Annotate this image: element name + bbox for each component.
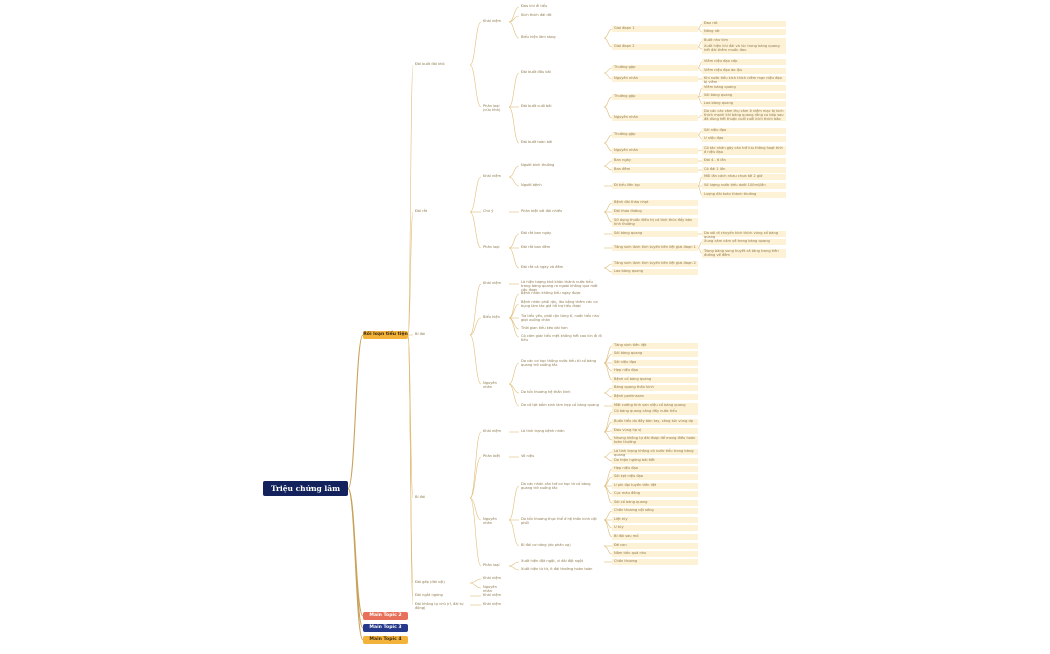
topic-node[interactable]: Phân loại (cứu tỉnh)	[483, 104, 501, 113]
topic-node[interactable]: Nguyên nhân	[612, 115, 698, 121]
topic-node[interactable]: Đái buốt toàn bãi	[521, 140, 553, 144]
topic-node[interactable]: Lao bàng quang	[612, 269, 698, 275]
topic-node[interactable]: Bệnh cổ bàng quang	[612, 377, 698, 383]
connector	[470, 432, 481, 498]
topic-node[interactable]: Sỏi bàng quang	[612, 231, 698, 237]
connector	[470, 583, 481, 588]
topic-node[interactable]: Sỏi bàng quang	[702, 93, 786, 99]
connector	[604, 452, 612, 457]
topic-node[interactable]: Đau khi đi tiểu	[521, 4, 548, 8]
connector	[604, 412, 612, 432]
topic-node[interactable]: Tăng sinh lành tính tuyến tiền liệt giai đoạn 2	[612, 261, 698, 267]
topic-node[interactable]: Tăng sinh tiền liệt	[612, 343, 698, 349]
topic-node[interactable]: Lượng đái toàn thành thường	[702, 192, 786, 198]
connector	[408, 65, 413, 335]
topic-node[interactable]: Nóng rát	[702, 29, 786, 35]
main-topic-4[interactable]: Main Topic 4	[363, 636, 408, 644]
connector	[348, 489, 363, 641]
topic-node[interactable]: Ban ngày	[612, 158, 698, 164]
connector	[509, 73, 519, 107]
topic-node[interactable]: Đái 4 - 6 lần	[702, 158, 786, 164]
topic-node[interactable]: Tia tiểu yếu, phải rặn từng tí, nước tiểu như giọt xuống chân	[521, 313, 600, 322]
connector	[604, 29, 612, 38]
connector	[348, 335, 363, 489]
connector	[509, 166, 519, 177]
topic-node[interactable]: Mất cường tính van niệu cổ bàng quang	[612, 403, 698, 409]
topic-node[interactable]: Bí đái	[415, 332, 426, 336]
topic-node[interactable]: Đái tháo đường	[612, 209, 698, 215]
topic-node[interactable]: Cục máu đông	[612, 491, 698, 497]
connector	[470, 579, 481, 583]
topic-node[interactable]: Khái niệm	[483, 19, 501, 23]
topic-node[interactable]: Trong bàng sung huyết cả tăng trong tiền đường về đêm	[702, 249, 786, 258]
topic-node[interactable]: Giai đoạn 1	[612, 26, 698, 32]
topic-node[interactable]: Do các nhân cản trở cơ học từ cổ bàng quang trở xuống tắc	[521, 481, 591, 490]
topic-node[interactable]: Là hiện tượng khó khăn thành nước tiểu trong bàng quang ra ngoài không qua mắt cấu được	[521, 279, 598, 292]
topic-node[interactable]: Có đái 1 lần	[702, 167, 786, 173]
connector	[509, 562, 519, 566]
connector	[604, 486, 612, 503]
topic-node[interactable]: Sỏi niệu đạo	[702, 128, 786, 134]
topic-node[interactable]: Viêm niệu đạo do lậu	[702, 68, 786, 74]
topic-node[interactable]: Là tình trạng không có nước tiểu trong bàng quang	[612, 449, 698, 455]
topic-node[interactable]: Khái niệm	[483, 429, 501, 433]
topic-node[interactable]: Mỗi lần cách nhau chưa tới 2 giờ	[702, 174, 786, 180]
connector	[604, 520, 612, 537]
connector	[509, 248, 519, 268]
connector	[509, 486, 519, 520]
connector	[604, 68, 612, 73]
topic-node[interactable]: Sỏi kẹt niệu đạo	[612, 474, 698, 480]
topic-node[interactable]: Nhưng không tự đái được để mong điều hoàn toàn thường	[612, 436, 698, 445]
topic-node[interactable]: Bàng quang thần kinh	[612, 385, 698, 391]
topic-node[interactable]: Người bình thường	[521, 163, 555, 167]
topic-node[interactable]: Viêm bàng quang	[702, 85, 786, 91]
topic-node[interactable]: Khái niệm	[483, 602, 501, 606]
topic-node[interactable]: Đái buốt đầu bãi	[521, 70, 551, 74]
topic-node[interactable]: Nguyên nhân	[483, 381, 497, 390]
topic-node[interactable]: Nguyên nhân	[612, 76, 698, 82]
topic-node[interactable]: Phân biệt	[483, 454, 500, 458]
topic-node[interactable]: Thường gặp	[612, 94, 698, 100]
connector	[509, 107, 519, 143]
connector	[470, 22, 481, 65]
topic-node[interactable]: Đau rát	[702, 21, 786, 27]
topic-node[interactable]: Do tổn thương thực thể ở hệ thần kinh cột phối	[521, 517, 597, 526]
topic-node[interactable]: Khi nước tiểu kích thích niêm mạc niệu đạo bị viêm	[702, 76, 786, 82]
connector	[509, 384, 519, 406]
connector	[604, 432, 612, 440]
topic-node[interactable]: Phân loại	[483, 563, 500, 567]
topic-node[interactable]: Do các các cảm thụ cảm ở niêm mạc bị kích thích mạnh khi bàng quang rỗng co bóp sau đã dùng hết thuộc cuối cuối kích thích bão	[702, 109, 786, 121]
topic-node[interactable]: Liệt tủy	[612, 517, 698, 523]
topic-node[interactable]: Sỏi cổ bàng quang	[612, 500, 698, 506]
connector	[509, 234, 519, 248]
topic-node[interactable]: Phân loại	[483, 245, 500, 249]
connector	[470, 65, 481, 107]
connector	[604, 166, 612, 170]
topic-node[interactable]: Đẻ con	[612, 543, 698, 549]
topic-node[interactable]: Có cảm giác tiểu mệt không hết cao kín đi đi tiểu	[521, 334, 602, 343]
topic-node[interactable]: Nguyên nhân	[612, 148, 698, 154]
topic-node[interactable]: Khái niệm	[483, 174, 501, 178]
connector	[509, 363, 519, 384]
topic-node[interactable]: Đái rắt ban đêm	[521, 245, 551, 249]
connector	[604, 393, 612, 397]
topic-node[interactable]: Vô niệu	[521, 454, 535, 458]
topic-node[interactable]: Chấn thương	[612, 559, 698, 565]
topic-node[interactable]: Nguyên nhân	[483, 585, 497, 594]
topic-node[interactable]: Đái ngắt ngừng	[415, 593, 443, 597]
topic-node[interactable]: Do cố tật bẩm sinh làm hẹp cổ bàng quang	[521, 403, 599, 407]
connector	[604, 422, 612, 432]
topic-node[interactable]: Lao bàng quang	[702, 101, 786, 107]
central-topic[interactable]: Triệu chứng lâm sàng	[263, 481, 348, 496]
topic-node[interactable]: Xuất hiện từ từ, ít đái thường hoàn toàn	[521, 567, 593, 571]
topic-node[interactable]: Biểu hiện lâm sàng	[521, 35, 556, 39]
topic-node[interactable]: U tủy	[612, 525, 698, 531]
connector	[509, 318, 519, 337]
connector	[604, 264, 612, 268]
topic-node[interactable]: Thường gặp	[612, 65, 698, 71]
topic-node[interactable]: Hẹp niệu đạo	[612, 466, 698, 472]
connector	[604, 388, 612, 393]
topic-node[interactable]: Thường gặp	[612, 132, 698, 138]
topic-node[interactable]: Viêm niệu đạo cấp	[702, 59, 786, 65]
topic-node[interactable]: Đau vùng hạ vị	[612, 428, 698, 434]
topic-node[interactable]: U phì đại tuyến tiền liệt	[612, 483, 698, 489]
connector	[604, 73, 612, 79]
topic-node[interactable]: Là tình trạng bệnh nhân	[521, 429, 565, 433]
connector	[604, 203, 612, 212]
topic-node[interactable]: U niệu đạo	[702, 136, 786, 142]
topic-node[interactable]: Do thận ngừng bài tiết	[612, 458, 698, 464]
connector	[509, 177, 519, 186]
connector	[470, 212, 481, 248]
topic-node[interactable]: Chú ý	[483, 209, 494, 213]
topic-node[interactable]: Nằm tiểu quá nhu	[612, 551, 698, 557]
topic-node[interactable]: Có tác nhân gây cản trở lưu thông hoạt tính ở niệu đạo	[702, 146, 786, 155]
topic-node[interactable]: Đái không tự chủ (rỉ, đái tự động)	[415, 602, 464, 611]
topic-node[interactable]: Khái niệm	[483, 281, 501, 285]
topic-node[interactable]: Bệnh parkinsons	[612, 394, 698, 400]
topic-node[interactable]: Bệnh đái tháo nhạt	[612, 200, 698, 206]
main-topic-2[interactable]: Main Topic 2	[363, 612, 408, 620]
topic-node[interactable]: Giai đoạn 2	[612, 44, 698, 50]
topic-node[interactable]: Người bệnh	[521, 183, 542, 187]
connector	[470, 177, 481, 212]
connector	[509, 520, 519, 546]
topic-node[interactable]: Sỏi niệu đạo	[612, 360, 698, 366]
connector	[604, 212, 612, 222]
topic-node[interactable]: Bệnh nhân phải rặn, lâu bằng thêm các cơ bụng làm tác giả hỗ trợ tiểu được	[521, 299, 598, 308]
topic-node[interactable]: Đi tiểu liên tục	[612, 183, 698, 189]
topic-node[interactable]: Buồn tiểu do đầy bàn tay, căng tức vùng dạ	[612, 419, 698, 425]
topic-node[interactable]: Do tổn thương hệ thần kinh	[521, 390, 571, 394]
connector	[604, 511, 612, 520]
topic-node[interactable]: Nguyên nhân	[483, 517, 497, 526]
topic-node[interactable]: Bí đái cơ năng (do phản xạ)	[521, 543, 571, 547]
topic-node[interactable]: Đái rắt ban ngày	[521, 231, 552, 235]
topic-node[interactable]: Bí đái sau mổ	[612, 534, 698, 540]
connector	[604, 546, 612, 554]
topic-node[interactable]: Đái rắt cả ngày và đêm	[521, 265, 564, 269]
topic-node[interactable]: Sử dụng thuốc điều trị có tính thúc đẩy bàn tính thường	[612, 218, 698, 227]
connector	[604, 97, 612, 107]
connector	[509, 566, 519, 570]
topic-node[interactable]: Đái gấp (đái vội)	[415, 580, 445, 584]
topic-node[interactable]: Xung cảm cảm về trong bàng quang	[702, 239, 786, 245]
topic-node[interactable]: Xuất hiện khi đái và lúc trong bàng quang hết đái thêm muốn đau	[702, 44, 786, 54]
connector	[470, 335, 481, 384]
connector	[604, 143, 612, 151]
topic-node[interactable]: Buốt như kim	[702, 38, 786, 44]
topic-node[interactable]: Đái buốt đái khó	[415, 62, 445, 66]
topic-node[interactable]: Số lượng nước tiểu dưới 100ml/lần	[702, 183, 786, 189]
topic-node[interactable]: Biểu hiện	[483, 315, 500, 319]
topic-node[interactable]: Có bàng quang căng đầy nước tiểu	[612, 409, 698, 415]
topic-node[interactable]: Kích thích đái rất	[521, 13, 552, 17]
topic-node[interactable]: Đái buốt cuối bãi	[521, 104, 552, 108]
connector	[509, 7, 519, 22]
topic-node[interactable]: Tăng sinh lành tính tuyến tiền liệt giai đoạn 1	[612, 245, 698, 251]
topic-node[interactable]: Phân biệt với đái nhiều	[521, 209, 563, 213]
main-topic-3[interactable]: Main Topic 3	[363, 624, 408, 632]
connector	[604, 457, 612, 461]
connector	[509, 22, 519, 38]
topic-node[interactable]: Sỏi bàng quang	[612, 351, 698, 357]
connector	[604, 107, 612, 118]
topic-node[interactable]: Khái niệm	[483, 593, 501, 597]
topic-node[interactable]: Bí đái	[415, 495, 426, 499]
topic-node[interactable]: Thời gian tiểu kéo dài hơn	[521, 326, 568, 330]
topic-node[interactable]: Khái niệm	[483, 576, 501, 580]
main-topic-1[interactable]: Rối loạn tiểu tiện	[363, 332, 408, 337]
topic-node[interactable]: Do sỏi di chuyển kích thích vùng cổ bàng quang	[702, 231, 786, 237]
topic-node[interactable]: Chấn thương cột sống	[612, 508, 698, 514]
connector	[509, 294, 519, 318]
topic-node[interactable]: Bệnh nhân không tiểu ngay được	[521, 291, 581, 295]
connector	[604, 38, 612, 47]
topic-node[interactable]: Do các cơ học thông nước tiểu từ cổ bàng quang trở xuống tắc	[521, 358, 597, 367]
topic-node[interactable]: Đái rắt	[415, 209, 428, 213]
connector	[604, 161, 612, 166]
connector	[604, 135, 612, 143]
connector	[408, 335, 413, 605]
topic-node[interactable]: Xuất hiện đột ngột, vì đái đột ngột	[521, 559, 583, 563]
connector	[604, 363, 612, 380]
connector	[604, 268, 612, 272]
topic-node[interactable]: Hẹp niệu đạo	[612, 368, 698, 374]
topic-node[interactable]: Ban đêm	[612, 167, 698, 173]
